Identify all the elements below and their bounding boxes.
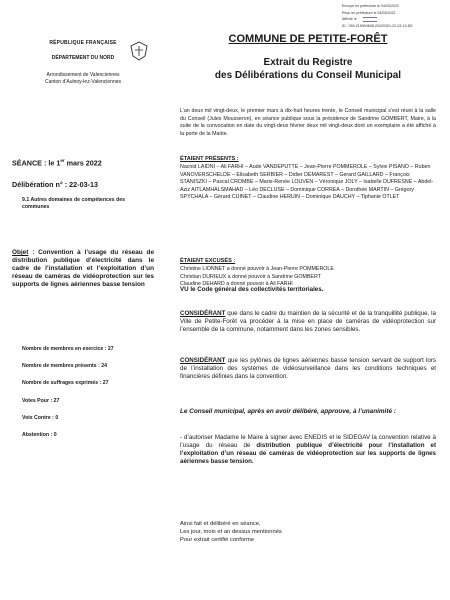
count-presents: Nombre de membres présents : 24 (22, 363, 108, 369)
stamp-line-id: ID : 059-215904608-20220301-22-03-13-DE (342, 23, 413, 28)
count-exercice: Nombre de membres en exercice : 27 (22, 346, 114, 352)
closing-line: Ainsi fait et délibéré en séance, (180, 521, 261, 527)
closing-line: Les jour, mois et an dessus mentionnés (180, 529, 282, 535)
municipal-emblem-icon (128, 40, 150, 62)
presents-header: ÉTAIENT PRÉSENTS : (180, 156, 239, 162)
stamp-line-sent: Envoyé en préfecture le 04/03/2022 (342, 4, 399, 8)
arrondissement-label: Arrondissement de Valenciennes (46, 72, 120, 78)
register-title (178, 56, 438, 82)
objet-block (12, 249, 154, 289)
prefecture-stamp (342, 3, 446, 29)
count-pour: Votes Pour : 27 (22, 398, 60, 404)
domaine-label: 9.1 Autres domaines de compétences des communes (22, 197, 126, 210)
register-title-line2: des Délibérations du Conseil Municipal (214, 70, 402, 81)
count-contre: Voix Contre : 0 (22, 415, 59, 421)
absents-header: ÉTAIENT EXCUSÉS : (180, 258, 236, 264)
deliberation-number: Délibération n° : 22-03-13 (12, 180, 98, 189)
canton-label: Canton d’Aulnoy-lez-Valenciennes (44, 79, 122, 85)
considerant-2: CONSIDÉRANT que les pylônes de lignes aériennes basse tension servant de support lors de l’installation des systèmes de vidéosurveillance dans les conditions techniques et financières définies dans la convention. (180, 357, 436, 380)
count-exprimes: Nombre de suffrages exprimés : 27 (22, 380, 109, 386)
stamp-logo-icon (363, 17, 377, 22)
deliberation-statement: Le Conseil municipal, après en avoir délibéré, approuve, à l’unanimité : (180, 408, 396, 415)
seance-date: SÉANCE : le 1er mars 2022 (12, 158, 102, 168)
absent-item: Claudine DEHARD a donné pouvoir à Ali FARHI (180, 281, 293, 287)
intro-paragraph: L’an deux mil vingt-deux, le premier mars à dix-huit heures trente, le Conseil municipal s’est réuni à la salle du Conseil (Jules Mousseron), en séance publique sous la présidence de Sandrine GOMBERT, Maire, à la suite de la convocation en date du vingt-deux février deux mil vingt-deux dont un exemplaire a été affiché à la porte de la Mairie. (180, 108, 436, 137)
register-title-line1: Extrait du Registre (263, 57, 353, 68)
stamp-line-posted: Affiché le (342, 16, 446, 23)
presents-list: Nacnid LAIDNI – Ali FARHI – Aude VANDEPUTTE – Jean-Pierre POMMEROLE – Sylvie PISANO – Ruben VANOVERSCHELDE – Elisabeth SERBIER – Didier DEMAREST – Gerard GAILLARD – François STANISZKI – Pascal CROMBE – Marie-Renée LOUVEN – Véronique JOLY – Isabelle DUFRESNE – Abdel-Aziz AITLAMHALSMAHAD – Léo DECLUSE – Dominique CORREA – Dorothée MARTIN – Grégory SPYCHALA – Gérard CUINET – Claudine HERUIN – Dominique DAUCHY – Tiphanie OTLET (180, 164, 434, 200)
closing-line: Pour extrait certifié conforme (180, 537, 255, 543)
absent-item: Christian DURIEUX a donné pouvoir à Sandrine GOMBERT (180, 273, 321, 280)
commune-title: COMMUNE DE PETITE-FORÊT (228, 33, 388, 45)
decision-paragraph: - d’autoriser Madame le Maire à signer avec ENEDIS et le SIDEGAV la convention relative à l’usage du réseau de distribution publique d’électricité pour l’installation et l’exploitation d’un réseau de caméras de vidéoprotection sur les supports de lignes aériennes basse tension. (180, 434, 437, 465)
count-abstention: Abstention : 0 (22, 432, 57, 438)
absent-item: Christine LIONNET a donné pouvoir à Jean-Pierre POMMEROLE (180, 266, 334, 272)
objet-text: : Convention à l’usage du réseau de distribution publique d’électricité dans le cadre de l’installation et l’exploitation d’un réseau de caméras de vidéoprotection sur les supports de lignes aériennes basse tension (12, 249, 154, 289)
objet-label: Objet (12, 249, 29, 256)
republique-label: RÉPUBLIQUE FRANÇAISE (49, 40, 117, 46)
departement-label: DÉPARTEMENT DU NORD (51, 55, 115, 61)
considerant-1: CONSIDÉRANT que dans le cadre du maintien de la sécurité et de la tranquillité publique, la Ville de Petite-Forêt va procéder à la mise en place de caméras de vidéoprotection sur l’ensemble de la commune, notamment dans les zones sensibles. (180, 310, 436, 333)
vu-line: VU le Code général des collectivités territoriales. (180, 286, 324, 293)
stamp-line-received: Reçu en préfecture le 04/03/2022 (342, 10, 396, 15)
closing-block (180, 520, 436, 544)
